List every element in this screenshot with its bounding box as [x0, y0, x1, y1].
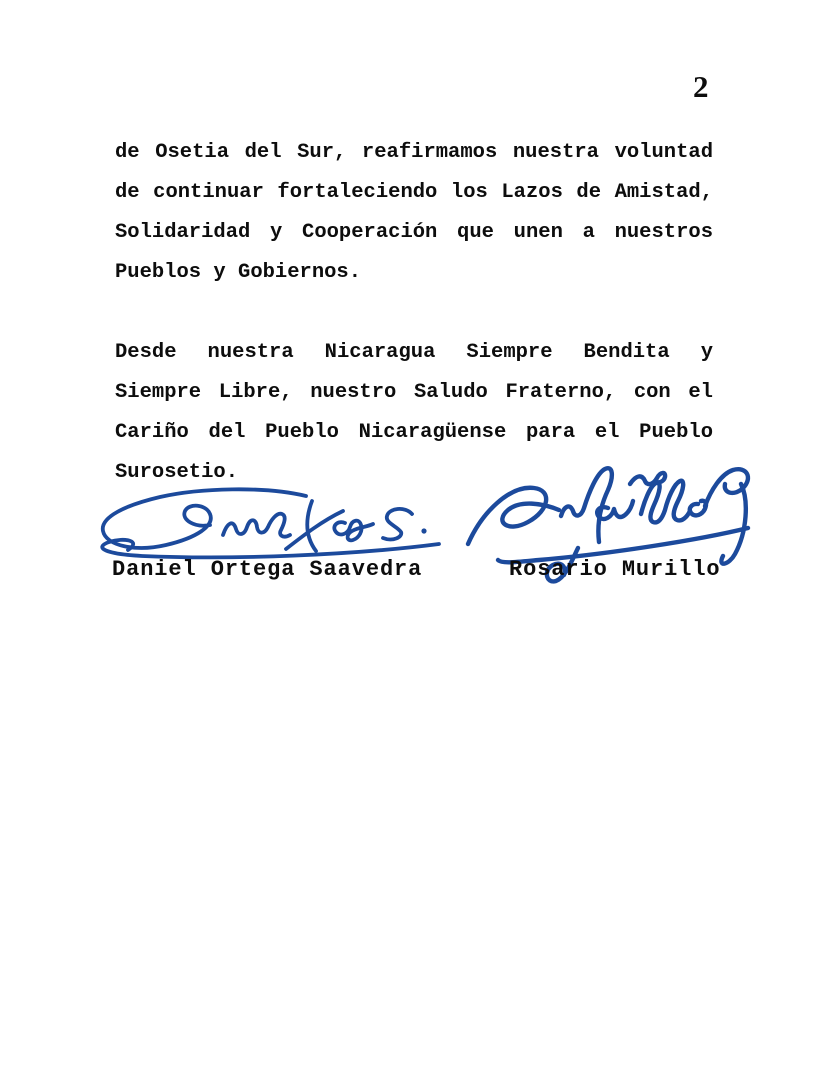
paragraph-1 — [115, 133, 713, 293]
text-line: Desde nuestra Nicaragua Siempre Bendita y — [115, 341, 713, 364]
text-line: Pueblos y Gobiernos. — [115, 261, 362, 284]
signatory-name-rosario-murillo: Rosario Murillo — [509, 557, 721, 582]
text-line: Solidaridad y Cooperación que unen a nuestros — [115, 221, 713, 244]
text-line: Surosetio. — [115, 461, 239, 484]
signatory-name-daniel-ortega: Daniel Ortega Saavedra — [112, 557, 423, 582]
daniel-ortega-signature-ink — [82, 483, 442, 568]
page-number: 2 — [693, 69, 709, 104]
text-line: de Osetia del Sur, reafirmamos nuestra voluntad — [115, 141, 713, 164]
text-line: Cariño del Pueblo Nicaragüense para el Pueblo — [115, 421, 713, 444]
text-line: Siempre Libre, nuestro Saludo Fraterno, con el — [115, 381, 713, 404]
text-line: de continuar fortaleciendo los Lazos de Amistad, — [115, 181, 713, 204]
